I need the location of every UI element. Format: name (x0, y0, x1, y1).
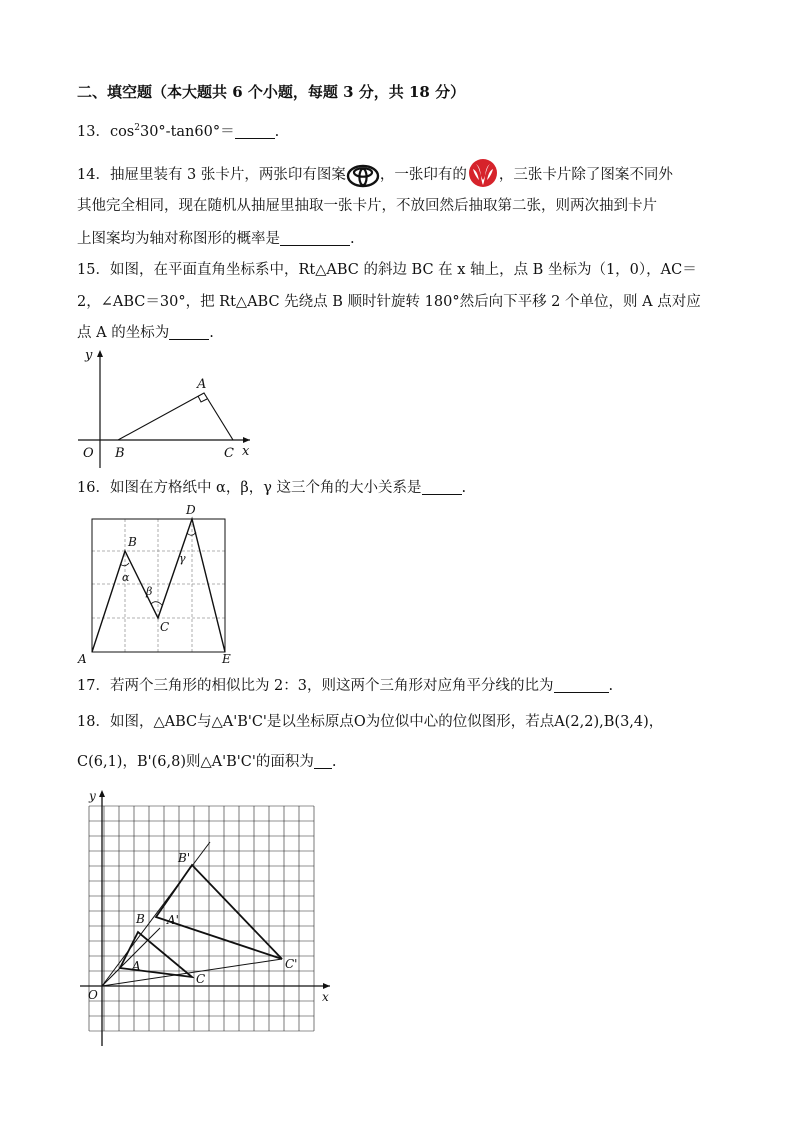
q18-label-a-prime: A' (167, 913, 179, 927)
q15-label-a: A (197, 377, 207, 392)
q13-end: . (274, 123, 280, 140)
q16-label-alpha: α (122, 571, 130, 584)
q17-answer-blank (554, 677, 609, 693)
question-14-line-3 (77, 229, 355, 249)
q18-label-y: y (89, 789, 96, 803)
q16-text: 16．如图在方格纸中 α，β，γ 这三个角的大小关系是 (77, 480, 422, 496)
q15-triangle-abc (118, 393, 233, 440)
q16-grid-border (92, 519, 225, 652)
q18-grid-lines (89, 806, 314, 1031)
question-15-line-1: 15．如图，在平面直角坐标系中，Rt△ABC 的斜边 BC 在 x 轴上，点 B 坐标为（1，0），AC＝ (77, 262, 697, 278)
q15-text-3: 点 A 的坐标为 (77, 325, 170, 341)
q18-label-x: x (322, 990, 329, 1004)
q16-label-gamma: γ (179, 552, 186, 565)
q18-label-c-prime: C' (285, 957, 298, 971)
q16-end: . (461, 480, 467, 496)
question-13 (77, 118, 279, 142)
q18-end: . (331, 754, 337, 770)
q18-text-2: C(6,1)，B'(6,8)则△A'B'C'的面积为 (77, 754, 314, 770)
q15-label-y: y (85, 348, 93, 363)
q15-label-o: O (83, 446, 94, 461)
q15-label-b: B (115, 446, 125, 461)
question-14-line-1 (77, 158, 673, 194)
q18-ray-oc (102, 959, 282, 986)
q15-end: . (209, 325, 214, 341)
q14-text-1c: ，三张卡片除了图案不同外 (498, 167, 673, 183)
q15-coordinate-figure (70, 340, 270, 470)
q16-label-d: D (186, 503, 196, 517)
q16-label-a: A (78, 652, 87, 666)
question-18-line-2 (77, 752, 336, 772)
question-15-line-2: 2，∠ABC＝30°，把 Rt△ABC 先绕点 B 顺时针旋转 180°然后向下平移 2 个单位，则 A 点对应 (77, 294, 701, 310)
q18-label-b: B (136, 912, 145, 926)
q16-label-b: B (128, 535, 137, 549)
q14-end: . (350, 231, 355, 247)
q16-label-beta: β (146, 585, 153, 598)
q18-triangle-abc (120, 932, 192, 977)
q13-text-pre: cos (109, 123, 135, 140)
q16-label-e: E (222, 652, 231, 666)
q18-label-c: C (196, 972, 206, 986)
q16-grid-lines (92, 519, 225, 652)
q15-answer-blank (169, 324, 209, 340)
q14-text-1b: ，一张印有的 (379, 167, 467, 183)
q14-text-1a: 14．抽屉里装有 3 张卡片，两张印有图案 (77, 167, 346, 183)
q18-label-a: A (132, 959, 141, 973)
q17-end: . (608, 678, 614, 694)
question-14-line-2: 其他完全相同，现在随机从抽屉里抽取一张卡片，不放回然后抽取第二张，则两次抽到卡片 (77, 198, 657, 214)
q16-label-c: C (160, 620, 170, 634)
q16-grid-figure (72, 500, 242, 670)
toyota-logo-icon (346, 164, 380, 194)
q13-superscript: 2 (134, 123, 140, 133)
q15-x-arrow-icon (243, 437, 250, 443)
q18-label-b-prime: B' (178, 851, 191, 865)
q17-text: 17．若两个三角形的相似比为 2：3，则这两个三角形对应角平分线的比为 (77, 678, 554, 694)
question-17 (77, 676, 613, 696)
q14-answer-blank (280, 230, 350, 246)
q15-label-x: x (242, 444, 250, 459)
dongfeng-logo-icon (467, 158, 499, 194)
q18-triangle-a2b2c2 (156, 865, 282, 959)
q18-coordinate-grid-figure (80, 788, 340, 1053)
q16-zigzag-path (92, 519, 225, 652)
q18-x-arrow-icon (323, 983, 330, 989)
q15-label-c: C (224, 446, 234, 461)
q18-y-arrow-icon (99, 790, 105, 797)
q14-text-3: 上图案均为轴对称图形的概率是 (77, 231, 280, 247)
question-16 (77, 478, 466, 498)
q18-ray-oa (102, 928, 160, 986)
q18-label-o: O (88, 988, 98, 1002)
q13-answer-blank (235, 123, 275, 139)
q16-beta-arc (151, 602, 162, 605)
q13-number: 13． (77, 123, 110, 140)
q13-text-post: 30°-tan60°＝ (139, 123, 235, 140)
q16-answer-blank (422, 479, 462, 495)
question-18-line-1: 18．如图，△ABC与△A'B'C'是以坐标原点O为位似中心的位似图形，若点A(2,2),B(3,4)， (77, 714, 664, 730)
section-heading: 二、填空题（本大题共 6 个小题，每题 3 分，共 18 分） (77, 83, 466, 101)
q15-right-angle-mark (198, 396, 207, 402)
q18-answer-blank (314, 753, 332, 769)
q15-y-arrow-icon (97, 350, 103, 357)
